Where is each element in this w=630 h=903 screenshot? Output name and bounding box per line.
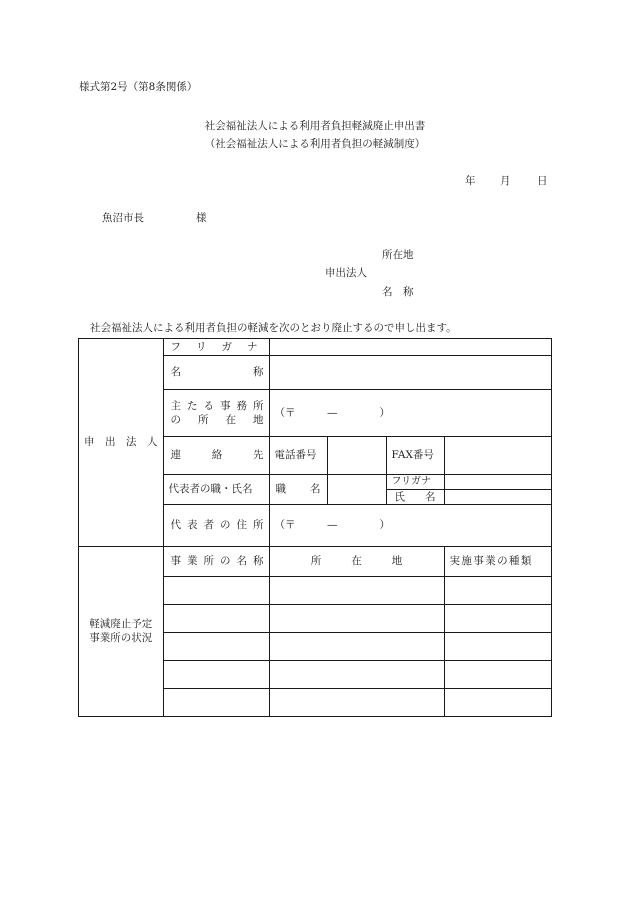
office-address-char: 地: [253, 414, 264, 426]
furigana-char-2: リ: [196, 340, 207, 353]
date-year-label: 年: [465, 175, 476, 187]
applicant-name-label: 名 称: [382, 286, 414, 298]
rep-shimei-char: 氏: [394, 490, 405, 503]
rep-address-char: 所: [253, 519, 264, 532]
rep-shimei-field[interactable]: [444, 489, 551, 504]
furigana-label: [163, 339, 269, 356]
service-type-col-header: 実施事業の種類: [444, 546, 551, 576]
office-name-cell[interactable]: [163, 688, 269, 716]
location-col-header: [269, 546, 444, 576]
service-type-cell[interactable]: [444, 688, 551, 716]
rep-title-char: 職: [275, 483, 286, 496]
rep-title-char: 名: [310, 483, 321, 496]
contact-label: [163, 437, 269, 475]
rep-address-char: 者: [203, 519, 214, 532]
office-name-cell[interactable]: [163, 632, 269, 660]
contact-char: 絡: [211, 449, 223, 462]
date-day-label: 日: [537, 175, 548, 187]
section-applicant-label: 申 出 法 人: [79, 339, 164, 547]
office-name-col-char: 名: [236, 555, 247, 568]
office-address-char: 在: [225, 414, 236, 426]
phone-label: 電話番号: [269, 437, 327, 475]
rep-name-label: 代表者の職・氏名: [163, 475, 269, 505]
rep-address-char: 住: [236, 519, 247, 532]
location-col-char: 地: [391, 555, 403, 568]
rep-title-field[interactable]: [327, 475, 386, 505]
rep-address-field[interactable]: [269, 504, 551, 546]
location-col-char: 在: [351, 555, 362, 568]
contact-char: 先: [253, 449, 264, 462]
office-address-char: 主: [170, 399, 181, 412]
contact-char: 連: [170, 449, 181, 462]
corp-name-field[interactable]: [269, 356, 551, 390]
rep-address-char: 表: [187, 519, 198, 532]
office-location-cell[interactable]: [269, 576, 444, 604]
office-address-char: た: [187, 399, 198, 412]
office-address-char: る: [203, 399, 214, 412]
office-name-col-char: 称: [253, 555, 264, 568]
office-location-cell[interactable]: [269, 660, 444, 688]
office-address-field[interactable]: [269, 390, 551, 437]
addressee-name: 魚沼市長: [102, 212, 144, 224]
section-offices-label-line1: 軽減廃止予定: [89, 618, 153, 630]
section-offices-label-line2: 事業所の状況: [89, 632, 153, 645]
form-title: 社会福祉法人による利用者負担軽減廃止申出書: [204, 120, 426, 132]
service-type-cell[interactable]: [444, 576, 551, 604]
addressee-honorific: 様: [196, 212, 207, 224]
rep-shimei-char: 名: [425, 490, 436, 503]
furigana-char-3: ガ: [221, 340, 232, 353]
application-form-table: [78, 338, 552, 717]
intro-sentence: 社会福祉法人による利用者負担の軽減を次のとおり廃止するので申し出ます。: [90, 322, 457, 334]
corp-name-char-1: 名: [170, 366, 181, 379]
office-name-col-char: の: [220, 555, 231, 568]
fax-label: FAX番号: [386, 437, 444, 475]
office-location-cell[interactable]: [269, 604, 444, 632]
corp-name-char-2: 称: [253, 366, 264, 379]
form-subtitle: （社会福祉法人による利用者負担の軽減制度）: [204, 138, 426, 150]
date-month-label: 月: [500, 175, 511, 187]
applicant-address-label: 所在地: [382, 249, 414, 261]
office-name-col-char: 業: [187, 555, 198, 568]
office-name-col-header: [163, 546, 269, 576]
service-type-cell[interactable]: [444, 604, 551, 632]
furigana-char-1: フ: [170, 340, 181, 353]
location-col-char: 所: [310, 555, 322, 568]
office-name-cell[interactable]: [163, 604, 269, 632]
applicant-label: 申出法人: [325, 267, 367, 279]
office-name-cell[interactable]: [163, 660, 269, 688]
office-address-char: 所: [253, 399, 264, 412]
service-type-cell[interactable]: [444, 660, 551, 688]
rep-furigana-label: フリガナ: [386, 475, 444, 490]
office-address-label: [163, 390, 269, 437]
phone-field[interactable]: [327, 437, 386, 475]
office-location-cell[interactable]: [269, 688, 444, 716]
office-location-cell[interactable]: [269, 632, 444, 660]
office-address-char: 事: [220, 399, 231, 412]
rep-furigana-field[interactable]: [444, 475, 551, 490]
office-address-char: 所: [198, 414, 209, 426]
office-address-char: 務: [236, 399, 247, 412]
corp-name-label: [163, 356, 269, 390]
office-address-char: の: [170, 414, 181, 426]
rep-shimei-label: [386, 489, 444, 504]
form-number: 様式第2号（第8条関係）: [79, 81, 198, 93]
rep-address-char: の: [220, 519, 231, 532]
section-offices-label: [79, 546, 164, 716]
fax-field[interactable]: [444, 437, 551, 475]
furigana-char-4: ナ: [247, 340, 258, 353]
service-type-cell[interactable]: [444, 632, 551, 660]
furigana-field[interactable]: [269, 339, 551, 356]
office-name-cell[interactable]: [163, 576, 269, 604]
office-name-col-char: 所: [203, 555, 214, 568]
rep-title-label: [269, 475, 327, 505]
office-name-col-char: 事: [170, 555, 181, 568]
rep-address-char: 代: [170, 519, 181, 532]
rep-address-label: [163, 504, 269, 546]
postal-code-mark: （〒 — ）: [274, 406, 390, 419]
rep-postal-code-mark: （〒 — ）: [274, 519, 390, 532]
